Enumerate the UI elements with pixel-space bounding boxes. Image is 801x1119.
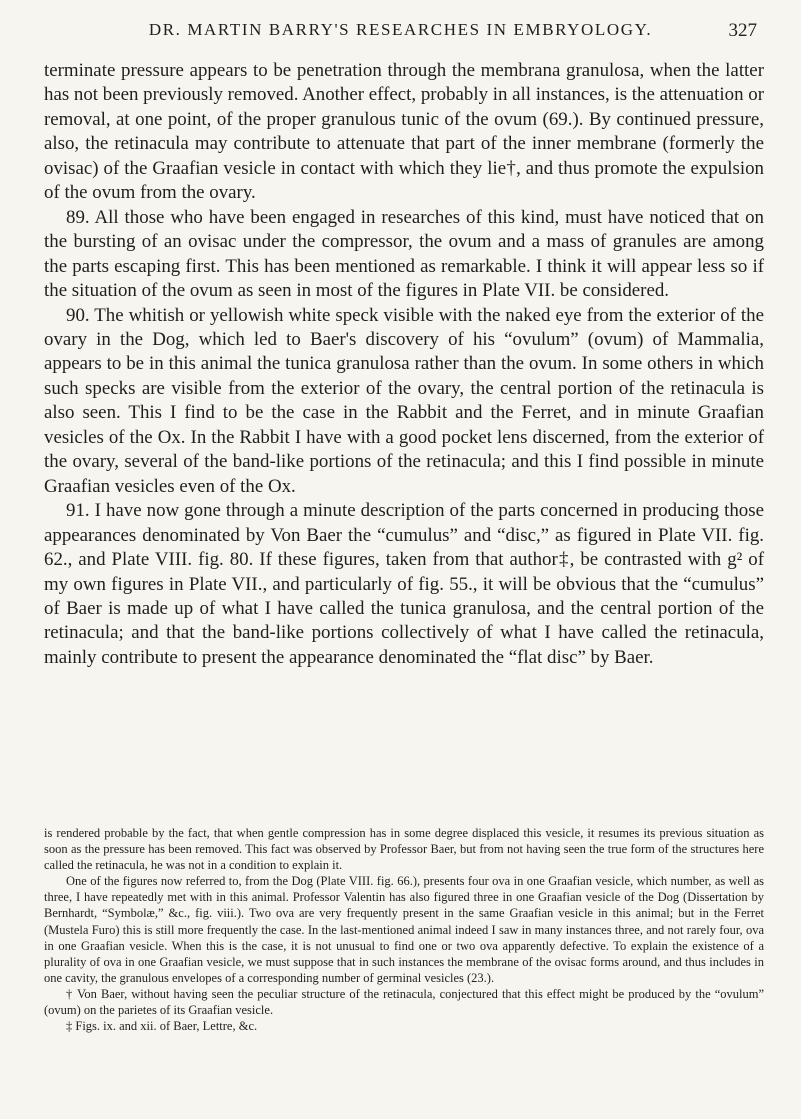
main-text: [44, 59, 764, 670]
footnote-double-dagger: ‡ Figs. ix. and xii. of Baer, Lettre, &c.: [66, 1019, 258, 1034]
footnotes: [44, 825, 764, 1034]
paragraph-91: 91. I have now gone through a minute description of the parts concerned in producing those appearances denominated by Von Baer the “cumulus” and “disc,” as figured in Plate VII. fig. 62., and Plate VIII. fig. 80. If these figures, taken from that author‡, be contrasted with g² of my own figures in Plate VII., and particularly of fig. 55., it will be obvious that the “cumulus” of Baer is made up of what I have called the tunica granulosa, and the central portion of the retinacula; and that the band-like portions collectively of what I have called the retinacula, mainly contribute to present the appearance denominated the “flat disc” by Baer.: [44, 500, 764, 668]
paragraph-89: 89. All those who have been engaged in researches of this kind, must have noticed that on the bursting of an ovisac under the compressor, the ovum and a mass of granules are among the parts escaping first. This has been mentioned as remarkable. I think it will appear less so if the situation of the ovum as seen in most of the figures in Plate VII. be considered.: [44, 206, 764, 302]
footnote-dagger: † Von Baer, without having seen the peculiar structure of the retinacula, conjectured that this effect might be produced by the “ovulum” (ovum) on the parietes of its Graafian vesicle.: [44, 986, 764, 1018]
page-number: 327: [728, 20, 757, 41]
paragraph-90: 90. The whitish or yellowish white speck visible with the naked eye from the exterior of the ovary in the Dog, which led to Baer's discovery of his “ovulum” (ovum) of Mammalia, appears to be in this animal the tunica granulosa rather than the ovum. In some others in which such specks are visible from the exterior of the ovary, the central portion of the retinacula is also seen. This I find to be the case in the Rabbit and the Ferret, and in minute Graafian vesicles of the Ox. In the Rabbit I have with a good pocket lens discerned, from the exterior of the ovary, several of the band-like portions of the retinacula; and this I find possible in minute Graafian vesicles even of the Ox.: [44, 304, 764, 497]
footnote-ova-plurality: One of the figures now referred to, from the Dog (Plate VIII. fig. 66.), presents four ova in one Graafian vesicle, which number, as well as three, I have repeatedly met with in this animal. Professor Valentin has also figured three in one Graafian vesicle of the Dog (Dissertation by Bernhardt, “Symbolæ,” &c., fig. viii.). Two ova are very frequently present in the same Graafian vesicle in this animal; but in the Ferret (Mustela Furo) this is still more frequently the case. In the last-mentioned animal indeed I saw in many instances three, and not rarely four, ova in one Graafian vesicle. When this is the case, it is not unusual to find one or two ova apparently defective. To explain the existence of a plurality of ova in one Graafian vesicle, we must suppose that in such instances the membrane of the ovisac forms around, and thus includes in one cavity, the granulous envelopes of a corresponding number of germinal vesicles (23.).: [44, 874, 764, 985]
paragraph-continuation: terminate pressure appears to be penetration through the membrana granulosa, when the latter has not been previously removed. Another effect, probably in all instances, is the attenuation or removal, at one point, of the proper granulous tunic of the ovum (69.). By continued pressure, also, the retinacula may contribute to attenuate that part of the inner membrane (formerly the ovisac) of the Graafian vesicle in contact with which they lie†, and thus promote the expulsion of the ovum from the ovary.: [44, 60, 764, 204]
footnote-continuation: is rendered probable by the fact, that when gentle compression has in some degree displaced this vesicle, it resumes its previous situation as soon as the pressure has been removed. This fact was observed by Professor Baer, but from not having seen the true form of the structures here called the retinacula, he was not in a condition to explain it.: [44, 826, 764, 873]
page-header: [44, 20, 757, 48]
running-head: DR. MARTIN BARRY'S RESEARCHES IN EMBRYOLOGY.: [148, 20, 653, 39]
